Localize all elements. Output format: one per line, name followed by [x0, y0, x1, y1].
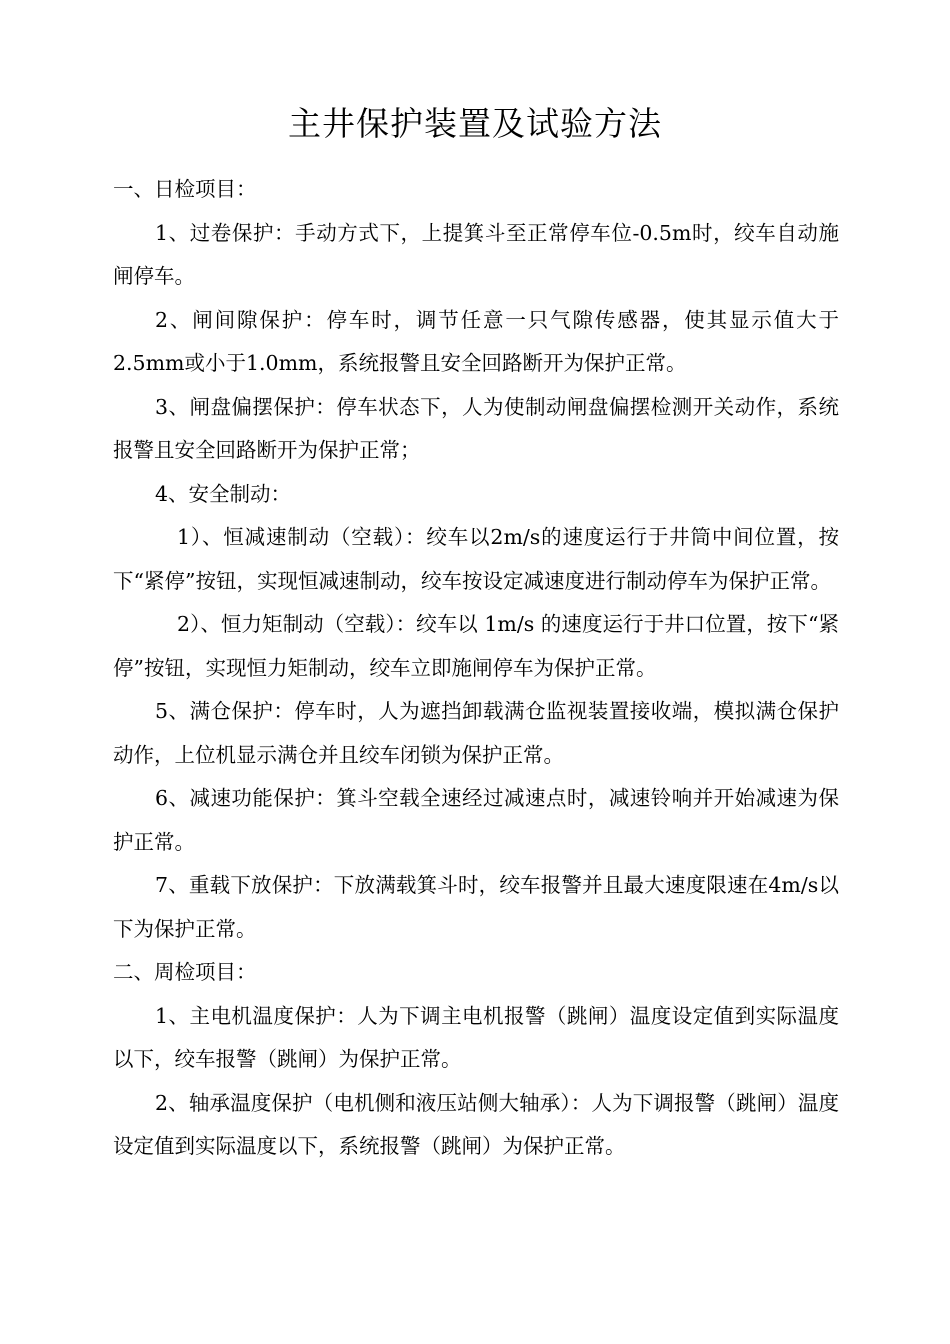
- paragraph-brake-gap-protection: 2、闸间隙保护：停车时，调节任意一只气隙传感器，使其显示值大于2.5mm或小于1.0mm，系统报警且安全回路断开为保护正常。: [113, 307, 839, 375]
- section-heading-daily: 一、日检项目：: [113, 177, 257, 201]
- paragraph-constant-deceleration: 1）、恒减速制动（空载）：绞车以2m/s的速度运行于井筒中间位置，按下“紧停”按钮，实现恒减速制动，绞车按设定减速度进行制动停车为保护正常。: [113, 525, 839, 593]
- paragraph-constant-torque: 2）、恒力矩制动（空载）：绞车以 1m/s 的速度运行于井口位置，按下“紧停”按钮，实现恒力矩制动，绞车立即施闸停车为保护正常。: [113, 612, 839, 680]
- paragraph-motor-temperature: 1、主电机温度保护：人为下调主电机报警（跳闸）温度设定值到实际温度以下，绞车报警（跳闸）为保护正常。: [113, 1003, 839, 1071]
- paragraph-disc-wobble-protection: 3、闸盘偏摆保护：停车状态下，人为使制动闸盘偏摆检测开关动作，系统报警且安全回路断开为保护正常；: [113, 394, 839, 462]
- paragraph-overwind-protection: 1、过卷保护：手动方式下，上提箕斗至正常停车位-0.5m时，绞车自动施闸停车。: [113, 220, 839, 288]
- paragraph-full-bin-protection: 5、满仓保护：停车时，人为遮挡卸载满仓监视装置接收端，模拟满仓保护动作，上位机显示满仓并且绞车闭锁为保护正常。: [113, 699, 839, 767]
- paragraph-bearing-temperature: 2、轴承温度保护（电机侧和液压站侧大轴承）：人为下调报警（跳闸）温度设定值到实际温度以下，系统报警（跳闸）为保护正常。: [113, 1090, 839, 1158]
- section-heading-weekly: 二、周检项目：: [113, 960, 257, 984]
- document-title: 主井保护装置及试验方法: [288, 104, 662, 143]
- paragraph-heavy-load-lowering: 7、重载下放保护：下放满载箕斗时，绞车报警并且最大速度限速在4m/s以下为保护正常。: [113, 873, 839, 941]
- document-body: [113, 168, 839, 1169]
- paragraph-safety-braking: 4、安全制动：: [155, 481, 292, 506]
- paragraph-deceleration-protection: 6、减速功能保护：箕斗空载全速经过减速点时，减速铃响并开始减速为保护正常。: [113, 786, 839, 854]
